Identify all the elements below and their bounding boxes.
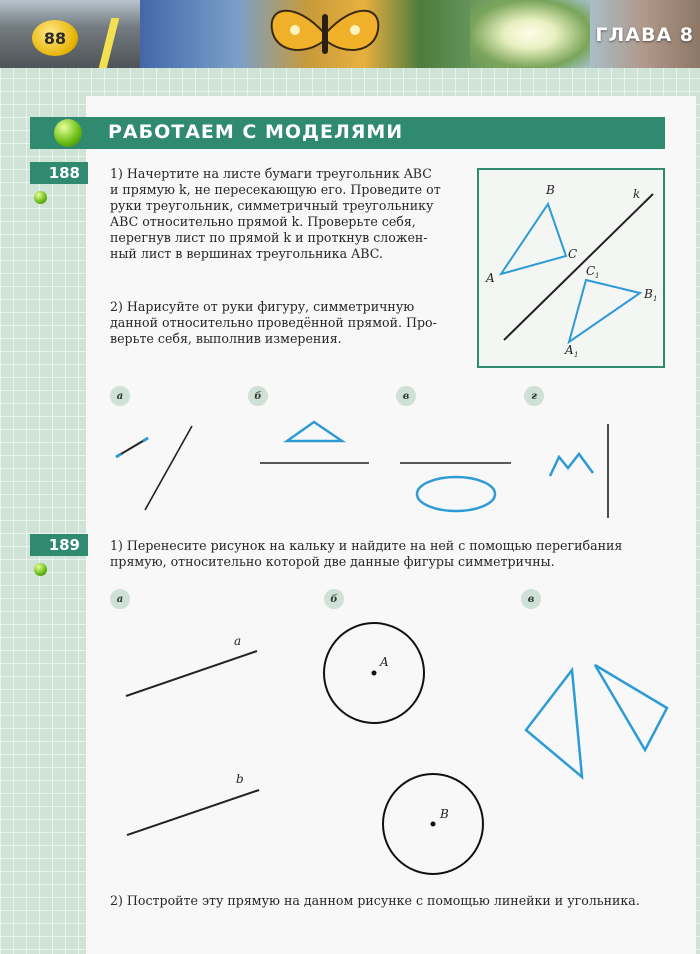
figure-label-b: б <box>248 386 268 406</box>
task-188-bullet-icon <box>34 191 47 204</box>
task-189-number: 189 <box>30 534 88 556</box>
section-title: РАБОТАЕМ С МОДЕЛЯМИ <box>108 121 404 143</box>
label-A: A <box>486 271 495 285</box>
butterfly-icon <box>265 0 385 68</box>
text-line: прямую, относительно которой две данные фигуры симметричны. <box>110 554 555 569</box>
center-B <box>431 822 436 827</box>
line-b <box>127 790 259 835</box>
text-line: верьте себя, выполнив измерения. <box>110 331 342 346</box>
ellipse-v <box>417 477 495 511</box>
task-189-part2: 2) Постройте эту прямую на данном рисунке с помощью линейки и угольника. <box>110 893 640 908</box>
triangle-189-right <box>595 665 667 750</box>
label-point-B: B <box>440 807 449 821</box>
triangle-b <box>287 422 342 441</box>
label-C1-sub: 1 <box>595 272 600 280</box>
symmetry-diagram-svg <box>477 168 665 368</box>
text-line: 1) Перенесите рисунок на кальку и найдите на ней с помощью перегибания <box>110 538 623 553</box>
label-B: B <box>546 183 555 197</box>
header-photo-strip <box>0 0 700 68</box>
text-line: руки треугольник, симметричный треугольнику <box>110 198 434 213</box>
label-A1: A <box>565 343 574 357</box>
figure-label-a: а <box>110 386 130 406</box>
task-189-figures <box>0 610 700 890</box>
figure-label-189-v: в <box>521 589 541 609</box>
triangle-abc <box>501 204 566 274</box>
symmetry-diagram <box>477 168 665 368</box>
task-189-part1 <box>110 538 680 570</box>
label-B1: B <box>644 287 653 301</box>
task-188-figures <box>0 410 700 540</box>
triangle-a1b1c1 <box>569 280 640 342</box>
line-a <box>126 651 257 696</box>
figure-label-189-a: а <box>110 589 130 609</box>
label-line-b: b <box>236 772 244 786</box>
figure-label-v: в <box>396 386 416 406</box>
label-line-a: a <box>234 634 242 648</box>
figure-label-g: г <box>524 386 544 406</box>
text-line: 2) Нарисуйте от руки фигуру, симметричную <box>110 299 415 314</box>
segment-a-blue-end <box>116 454 121 457</box>
text-line: 1) Начертите на листе бумаги треугольник ABC <box>110 166 432 181</box>
task-188-number: 188 <box>30 162 88 184</box>
segment-a-blue-start <box>143 438 148 441</box>
text-line: ABC относительно прямой k. Проверьте себя, <box>110 214 416 229</box>
figure-label-189-b: б <box>324 589 344 609</box>
label-B1-sub: 1 <box>653 295 658 303</box>
center-A <box>372 671 377 676</box>
label-point-A: A <box>380 655 389 669</box>
task-188-part2 <box>110 299 470 347</box>
text-line: ный лист в вершинах треугольника ABC. <box>110 246 383 261</box>
label-C: C <box>568 247 578 261</box>
text-line: перегнув лист по прямой k и проткнув сложен- <box>110 230 428 245</box>
text-line: и прямую k, не пересекающую его. Проведите от <box>110 182 441 197</box>
label-A1-sub: 1 <box>574 351 579 359</box>
triangle-189-left <box>526 670 582 777</box>
label-k: k <box>633 187 641 201</box>
chapter-title: ГЛАВА 8 <box>595 24 694 46</box>
axis-a <box>145 426 192 510</box>
zigzag-g <box>550 454 593 476</box>
task-189-bullet-icon <box>34 563 47 576</box>
label-C1: C <box>586 264 596 278</box>
section-ball-icon <box>54 119 82 147</box>
task-188-part1 <box>110 166 470 262</box>
text-line: данной относительно проведённой прямой. Про- <box>110 315 437 330</box>
page-number: 88 <box>32 20 78 56</box>
flower-photo <box>470 0 590 68</box>
